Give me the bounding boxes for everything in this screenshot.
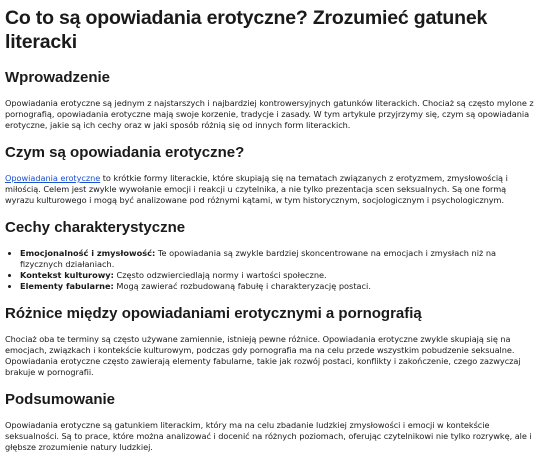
erotic-stories-link[interactable]: Opowiadania erotyczne	[5, 173, 101, 183]
page-title: Co to są opowiadania erotyczne? Zrozumieć gatunek literacki	[5, 7, 488, 53]
differences-paragraph: Chociaż oba te terminy są często używane zamiennie, istnieją pewne różnice. Opowiadania erotyczne zwykle skupiają się na emocjach, związkach i kontekście kulturowym, podczas gdy pornografia ma na celu przede wszystkim pobudzenie seksualne. Opowiadania erotyczne często zawierają elementy fabularne, takie jak rozwój postaci, konflikty i zakończenie, czego zazwyczaj brakuje w pornografii.	[5, 334, 521, 377]
list-item	[20, 248, 535, 270]
what-paragraph-text: to krótkie formy literackie, które skupiają się na tematach związanych z erotyzmem, zmysłowością i miłością. Celem jest zwykle wywołanie emocji i reakcji u czytelnika, a nie tylko prezentacja scen seksualnych. Są one formą wyrazu kulturowego i mogą być analizowane pod różnymi kątami, w tym historycznym, socjologicznym i psychologicznym.	[5, 173, 508, 205]
features-list	[5, 248, 535, 292]
intro-paragraph: Opowiadania erotyczne są jednym z najstarszych i najbardziej kontrowersyjnych gatunków literackich. Chociaż są często mylone z pornografią, opowiadania erotyczne mają swoje korzenie, tradycje i zasady. W tym artykule przyjrzymy się, czym są opowiadania erotyczne, jakie są ich cechy oraz w jaki sposób różnią się od innych form literackich.	[5, 98, 534, 130]
list-item	[20, 281, 535, 292]
differences-heading: Różnice między opowiadaniami erotycznymi a pornografią	[5, 305, 422, 322]
feature-desc: Mogą zawierać rozbudowaną fabułę i charakteryzację postaci.	[113, 281, 371, 291]
intro-heading: Wprowadzenie	[5, 69, 111, 86]
list-item	[20, 270, 535, 281]
features-heading: Cechy charakterystyczne	[5, 219, 186, 236]
summary-paragraph: Opowiadania erotyczne są gatunkiem literackim, który ma na celu zbadanie ludzkiej zmysłowości i emocji w kontekście seksualności. Są to prace, które można analizować i docenić na różnych poziomach, oferując czytelnikowi nie tylko rozrywkę, ale i głębsze zrozumienie natury ludzkiej.	[5, 420, 532, 452]
feature-desc: Te opowiadania są zwykle bardziej skoncentrowane na emocjach i zmysłach niż na fizycznych działaniach.	[20, 248, 497, 269]
feature-desc: Często odzwierciedlają normy i wartości społeczne.	[113, 270, 327, 280]
feature-term: Emocjonalność i zmysłowość:	[20, 248, 156, 258]
what-heading: Czym są opowiadania erotyczne?	[5, 144, 245, 161]
feature-term: Elementy fabularne:	[20, 281, 114, 291]
summary-heading: Podsumowanie	[5, 391, 116, 408]
what-paragraph	[5, 173, 535, 206]
feature-term: Kontekst kulturowy:	[20, 270, 114, 280]
